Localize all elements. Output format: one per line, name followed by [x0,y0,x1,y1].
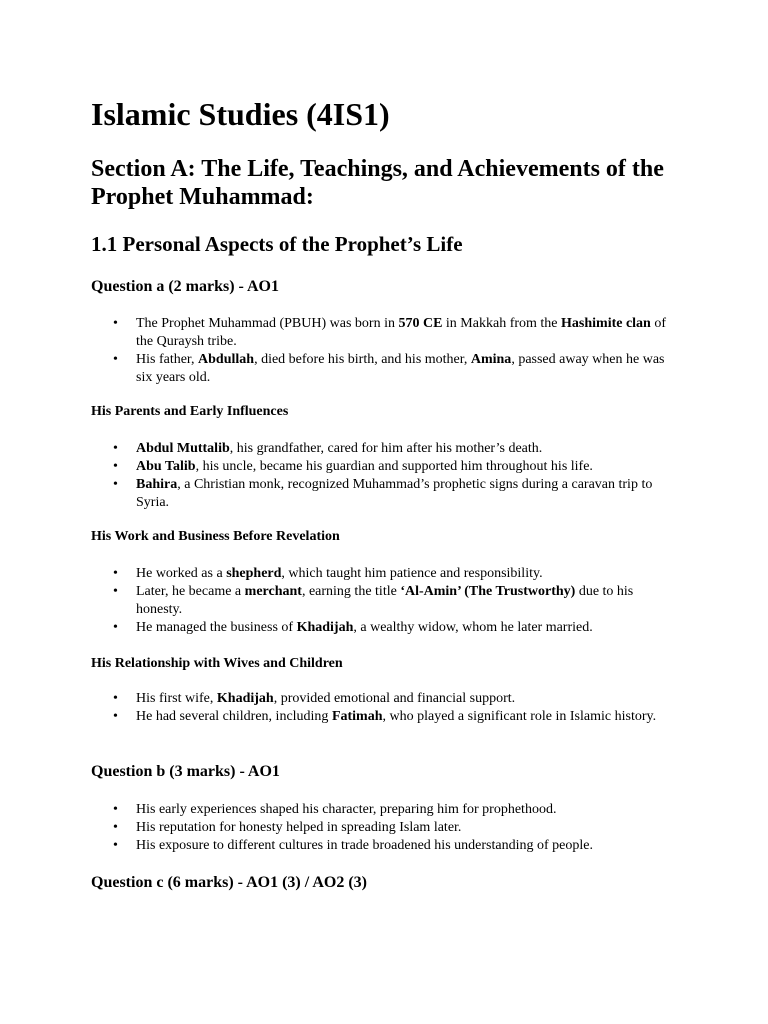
text-run: Later, he became a [136,584,245,599]
text-run: He managed the business of [136,620,297,635]
text-run: , his uncle, became his guardian and supported him throughout his life. [195,459,593,474]
list-item [91,476,681,512]
subsection-heading: 1.1 Personal Aspects of the Prophet’s Life [91,232,463,256]
text-run: His exposure to different cultures in trade broadened his understanding of people. [136,838,593,853]
bold-term: Amina [470,352,512,367]
list-item [91,619,681,637]
text-run: , provided emotional and financial support. [273,691,516,706]
text-run: , earning the title [301,584,401,599]
list-item [91,837,681,855]
text-run: , passed away when he was six years old. [136,352,665,385]
text-run: His early experiences shaped his character, preparing him for prophethood. [136,802,557,817]
list-item [91,708,681,726]
question-a-heading: Question a (2 marks) - AO1 [91,278,279,295]
bold-term: 570 CE [398,316,443,331]
parents-heading: His Parents and Early Influences [91,404,289,419]
list-item [91,440,681,458]
text-run: , a wealthy widow, whom he later married. [353,620,593,635]
text-run: due to his honesty. [136,584,634,617]
list-item [91,819,681,837]
section-heading: Section A: The Life, Teachings, and Achievements of the Prophet Muhammad: [91,156,664,210]
text-run: , who played a significant role in Islamic history. [382,709,657,724]
question-c-heading: Question c (6 marks) - AO1 (3) / AO2 (3) [91,874,367,891]
list-item [91,565,681,583]
bold-term: Khadijah [216,691,274,706]
text-run: in Makkah from the [442,316,562,331]
bold-term: ‘Al-Amin’ (The Trustworthy) [400,584,576,599]
bold-term: Abu Talib [136,459,196,474]
question-a-list [91,315,681,387]
bold-term: merchant [244,584,302,599]
list-item [91,458,681,476]
question-b-heading: Question b (3 marks) - AO1 [91,763,280,780]
text-run: , his grandfather, cared for him after his mother’s death. [229,441,543,456]
text-run: His reputation for honesty helped in spreading Islam later. [136,820,462,835]
list-item [91,351,681,387]
wives-heading: His Relationship with Wives and Children [91,656,343,671]
text-run: , died before his birth, and his mother, [254,352,471,367]
bold-term: Fatimah [331,709,383,724]
text-run: His father, [136,352,199,367]
work-heading: His Work and Business Before Revelation [91,529,340,544]
text-run: He had several children, including [136,709,332,724]
bold-term: shepherd [226,566,282,581]
text-run: The Prophet Muhammad (PBUH) was born in [136,316,399,331]
question-b-list [91,801,681,855]
bold-term: Khadijah [296,620,354,635]
bold-term: Abdullah [198,352,255,367]
text-run: , which taught him patience and responsibility. [281,566,543,581]
parents-list [91,440,681,512]
bold-term: Hashimite clan [561,316,651,331]
bold-term: Bahira [136,477,178,492]
work-list [91,565,681,637]
list-item [91,583,681,619]
list-item [91,801,681,819]
bold-term: Abdul Muttalib [136,441,230,456]
wives-list [91,690,681,726]
list-item [91,690,681,708]
text-run: His first wife, [136,691,217,706]
text-run: He worked as a [136,566,227,581]
document-title: Islamic Studies (4IS1) [91,96,390,132]
list-item [91,315,681,351]
text-run: of the Quraysh tribe. [136,316,667,349]
text-run: , a Christian monk, recognized Muhammad’s prophetic signs during a caravan trip to Syria. [136,477,653,510]
